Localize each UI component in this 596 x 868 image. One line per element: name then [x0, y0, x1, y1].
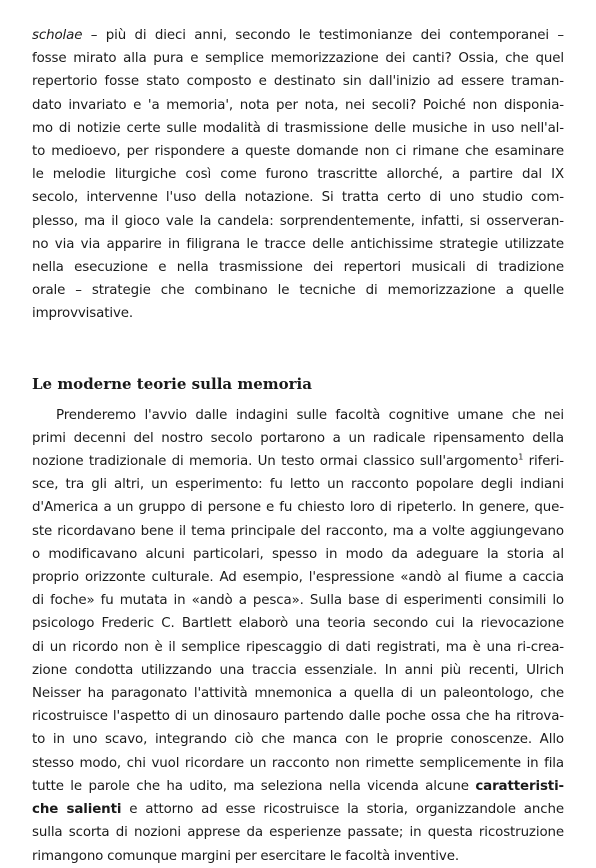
text-line: sce, tra gli altri, un esperimento: fu letto un racconto popolare degli indiani: [32, 477, 564, 493]
text-line: Neisser ha paragonato l'attività mnemonica a quella di un paleontologo, che: [32, 686, 564, 702]
text-line: zione condotta utilizzando una traccia essenziale. In anni più recenti, Ulrich: [32, 662, 564, 678]
bold-keyword: che salienti: [32, 802, 122, 818]
text-line: di un ricordo non è il semplice ripescaggio di dati registrati, ma è una ri-crea-: [32, 639, 564, 655]
text-line: nella esecuzione e nella trasmissione dei repertori musicali di tradizione: [32, 260, 564, 276]
text-line: d'America a un gruppo di persone e fu chiesto loro di ripeterlo. In genere, que-: [32, 500, 564, 516]
text-line: che salienti e attorno ad esse ricostruisce la storia, organizzandole anche: [32, 802, 564, 818]
text-line: orale – strategie che combinano le tecniche di memorizzazione a quelle: [32, 283, 564, 299]
italic-word: scholae: [32, 28, 83, 43]
text-line: mo di notizie certe sulle modalità di trasmissione delle musiche in uso nell'al-: [32, 120, 564, 136]
text-line: ricostruisce l'aspetto di un dinosauro partendo dalle poche ossa che ha ritrova-: [32, 709, 564, 725]
paragraph-intro: [32, 24, 564, 326]
text-line: scholae – più di dieci anni, secondo le testimonianze dei contemporanei –: [32, 28, 564, 43]
text-line: tutte le parole che ha udito, ma seleziona nella vicenda alcune caratteristi-: [32, 778, 564, 794]
bold-keyword: caratteristi-: [475, 778, 564, 794]
text-line: repertorio fosse stato composto e destinato sin dall'inizio ad essere traman-: [32, 74, 564, 90]
text-line: dato invariato e 'a memoria', nota per nota, nei secoli? Poiché non disponia-: [32, 97, 564, 113]
text-line: fosse mirato alla pura e semplice memorizzazione dei canti? Ossia, che quel: [32, 51, 564, 67]
text-line: no via via apparire in filigrana le tracce delle antichissime strategie utilizzate: [32, 236, 564, 252]
text-line: primi decenni del nostro secolo portarono a un radicale ripensamento della: [32, 430, 564, 446]
section-heading: Le moderne teorie sulla memoria: [32, 374, 312, 393]
text-line: improvvisative.: [32, 306, 134, 322]
paragraph-memory-theories: [32, 404, 564, 868]
text-line: to medioevo, per rispondere a queste domande non ci rimane che esaminare: [32, 144, 564, 160]
document-page: [32, 14, 564, 868]
text-line: proprio orizzonte culturale. Ad esempio, l'espressione «andò al fiume a caccia: [32, 570, 564, 586]
text-line: nozione tradizionale di memoria. Un testo ormai classico sull'argomento$^1$ riferi-: [32, 452, 565, 470]
text-line: plesso, ma il gioco vale la candela: sorprendentemente, infatti, si osserveran-: [32, 213, 564, 229]
text-line: o modificavano alcuni particolari, spesso in modo da adeguare la storia al: [32, 546, 564, 562]
text-line: Prenderemo l'avvio dalle indagini sulle facoltà cognitive umane che nei: [56, 407, 564, 423]
text-line: ste ricordavano bene il tema principale del racconto, ma a volte aggiungevano: [32, 523, 564, 539]
text-line: secolo, intervenne l'uso della notazione. Si tratta certo di uno studio com-: [32, 190, 564, 206]
text-line: le melodie liturgiche così come furono trascritte allorché, a partire dal IX: [32, 167, 564, 183]
text-line: stesso modo, chi vuol ricordare un racconto non rimette semplicemente in fila: [32, 755, 564, 771]
text-line: di foche» fu mutata in «andò a pesca». Sulla base di esperimenti consimili lo: [32, 593, 564, 609]
text-line: psicologo Frederic C. Bartlett elaborò una teoria secondo cui la rievocazione: [32, 616, 564, 632]
text-line: sulla scorta di nozioni apprese da esperienze passate; in questa ricostruzione: [32, 825, 564, 841]
text-line: rimangono comunque margini per esercitare le facoltà inventive.: [32, 848, 459, 864]
text-line: to in uno scavo, integrando ciò che manca con le proprie conoscenze. Allo: [32, 732, 564, 748]
footnote-ref: 1: [518, 452, 524, 462]
